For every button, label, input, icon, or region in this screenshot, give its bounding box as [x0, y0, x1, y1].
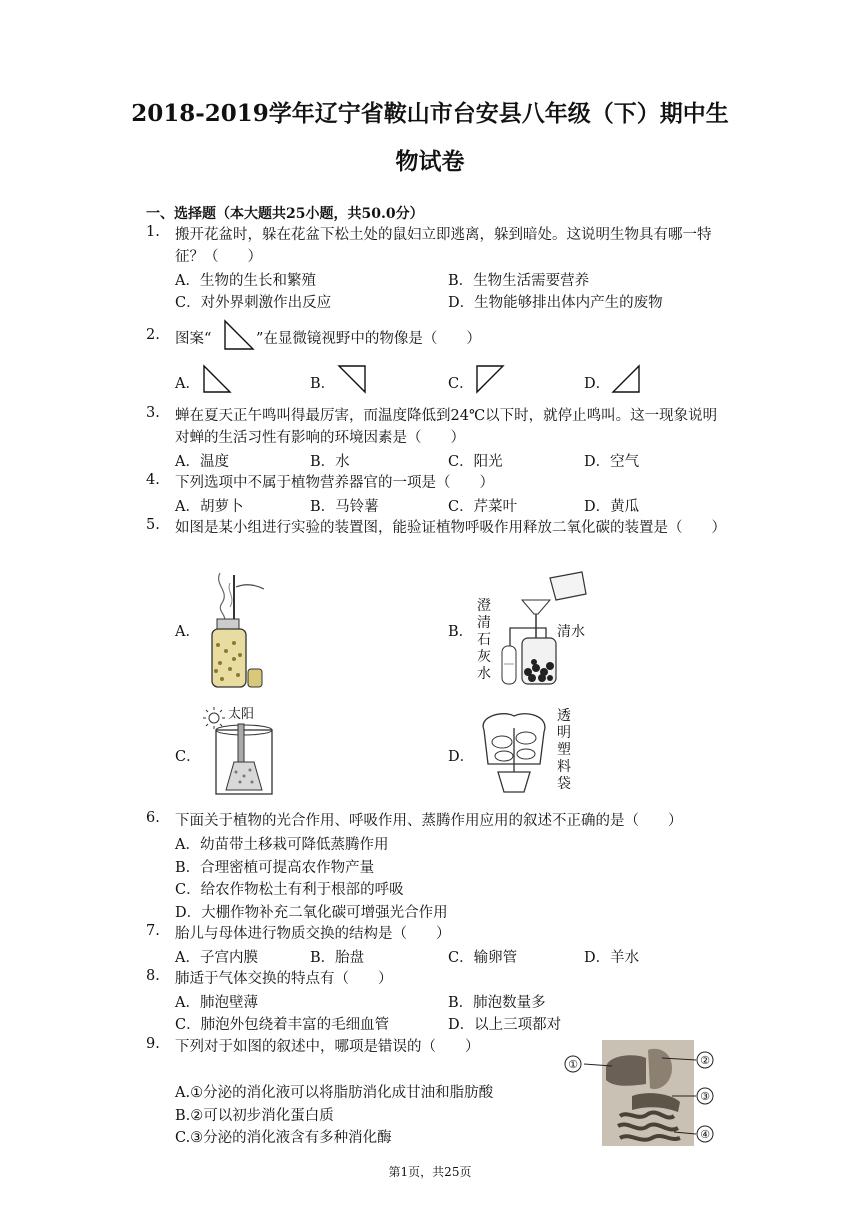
label-clear-limewater: 灰	[477, 649, 491, 665]
label-sun: 太阳	[228, 707, 255, 722]
triangle-option-d	[610, 363, 642, 395]
option: C．对外界刺激作出反应	[175, 295, 332, 311]
option: A．	[175, 376, 200, 392]
option: B.②可以初步消化蛋白质	[175, 1108, 334, 1124]
page-footer: 第1页，共25页	[388, 1165, 472, 1179]
option: D．空气	[584, 454, 640, 470]
option: A.①分泌的消化液可以将脂肪消化成甘油和脂肪酸	[175, 1085, 494, 1101]
figure-label-1: ①	[568, 1058, 578, 1071]
digestive-system-figure	[562, 1040, 718, 1148]
option: A．子宫内膜	[175, 950, 258, 966]
option: C．阳光	[448, 454, 503, 470]
triangle-option-b	[336, 363, 368, 395]
option: C．肺泡外包绕着丰富的毛细血管	[175, 1017, 390, 1033]
question-text: 下列对于如图的叙述中，哪项是错误的（ ）	[175, 1039, 480, 1055]
plastic-bag-plant-figure	[474, 708, 554, 796]
label-plastic-bag: 料	[557, 759, 571, 775]
option: D．	[584, 376, 611, 392]
label-clear-limewater: 石	[477, 632, 491, 648]
question-number: 8.	[146, 968, 160, 984]
triangle-figure	[222, 318, 256, 352]
option: D．黄瓜	[584, 499, 640, 515]
option: B．胎盘	[310, 950, 365, 966]
option: B．	[448, 624, 474, 640]
option: C．芹菜叶	[448, 499, 518, 515]
option: A．肺泡壁薄	[175, 995, 258, 1011]
figure-label-3: ③	[700, 1090, 710, 1103]
question-number: 7.	[146, 923, 160, 939]
question-text: 肺适于气体交换的特点有（ ）	[175, 971, 393, 987]
question-text: ”在显微镜视野中的物像是（ ）	[256, 331, 481, 347]
option: A．胡萝卜	[175, 499, 244, 515]
triangle-option-a	[201, 363, 233, 395]
question-number: 5.	[146, 517, 160, 533]
label-clear-water: 清水	[557, 624, 585, 640]
page-title: 2018-2019学年辽宁省鞍山市台安县八年级（下）期中生	[131, 100, 729, 127]
option: A．幼苗带土移栽可降低蒸腾作用	[175, 837, 389, 853]
question-text: 如图是某小组进行实验的装置图，能验证植物呼吸作用释放二氧化碳的装置是（ ）	[175, 520, 726, 536]
option: C．	[175, 749, 201, 765]
option: D．大棚作物补充二氧化碳可增强光合作用	[175, 905, 448, 921]
question-text: 搬开花盆时，躲在花盆下松土处的鼠妇立即逃离，躲到暗处。这说明生物具有哪一特征？（ ）	[175, 227, 712, 265]
option: C．给农作物松土有利于根部的呼吸	[175, 882, 404, 898]
option: B．合理密植可提高农作物产量	[175, 860, 375, 876]
question-number: 2.	[146, 327, 160, 343]
question-number: 3.	[146, 405, 160, 421]
question-text: 下列选项中不属于植物营养器官的一项是（ ）	[175, 475, 494, 491]
label-clear-limewater: 澄	[477, 598, 491, 614]
question-text: 蝉在夏天正午鸣叫得最厉害，而温度降低到24℃以下时，就停止鸣叫。这一现象说明对蝉的生活习性有影响的环境因素是（ ）	[175, 408, 718, 446]
option: C．输卵管	[448, 950, 518, 966]
page-title-line2: 物试卷	[395, 148, 465, 175]
label-plastic-bag: 塑	[557, 742, 571, 758]
label-plastic-bag: 透	[557, 708, 571, 724]
option: A．生物的生长和繁殖	[175, 273, 316, 289]
question-text: 下面关于植物的光合作用、呼吸作用、蒸腾作用应用的叙述不正确的是（ ）	[175, 813, 683, 829]
option: D．以上三项都对	[448, 1017, 562, 1033]
option: B．肺泡数量多	[448, 995, 546, 1011]
question-text: 胎儿与母体进行物质交换的结构是（ ）	[175, 926, 451, 942]
option: B．水	[310, 454, 350, 470]
option: B．生物生活需要营养	[448, 273, 590, 289]
question-number: 6.	[146, 810, 160, 826]
option: C.③分泌的消化液含有多种消化酶	[175, 1130, 392, 1146]
label-clear-limewater: 水	[477, 666, 491, 682]
label-plastic-bag: 袋	[557, 776, 571, 792]
figure-label-2: ②	[700, 1054, 710, 1067]
question-number: 9.	[146, 1036, 160, 1052]
option: A．温度	[175, 454, 229, 470]
option: B．马铃薯	[310, 499, 379, 515]
triangle-option-c	[474, 363, 506, 395]
option: D．	[448, 749, 475, 765]
bottle-seeds-figure	[200, 565, 275, 690]
figure-label-4: ④	[700, 1128, 710, 1141]
section-heading: 一、选择题（本大题共25小题，共50.0分）	[146, 206, 424, 222]
option: A．	[175, 624, 200, 640]
question-number: 4.	[146, 472, 160, 488]
question-number: 1.	[146, 224, 160, 240]
question-text: 图案“	[175, 331, 212, 347]
option: B．	[310, 376, 336, 392]
option: D．生物能够排出体内产生的废物	[448, 295, 663, 311]
option: D．羊水	[584, 950, 640, 966]
option: C．	[448, 376, 474, 392]
label-clear-limewater: 清	[477, 615, 491, 631]
label-plastic-bag: 明	[557, 725, 571, 741]
